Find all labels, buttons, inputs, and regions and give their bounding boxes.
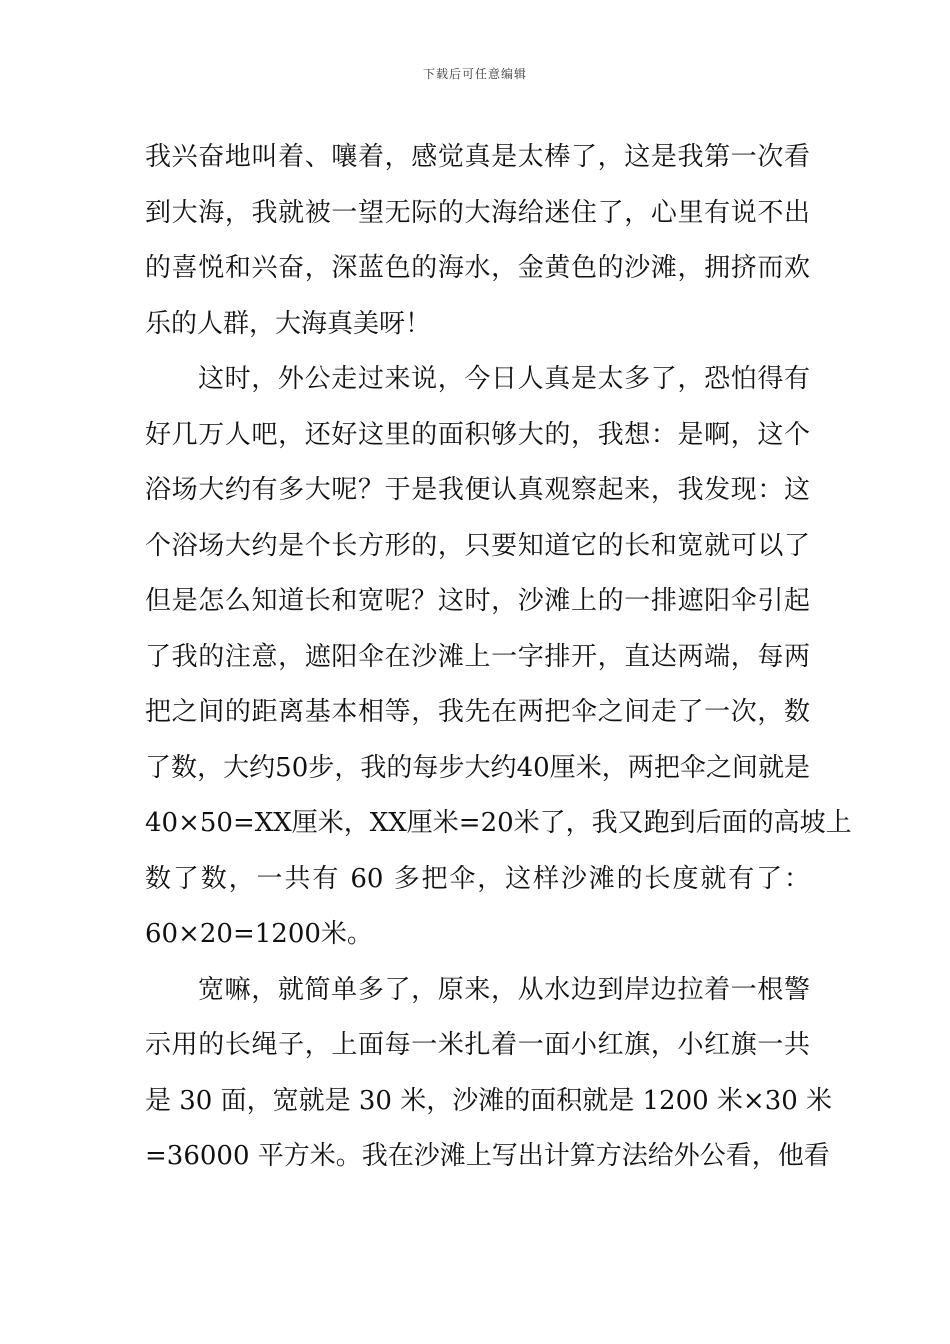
text-line: 浴场大约有多大呢？于是我便认真观察起来，我发现：这: [145, 475, 810, 505]
text-line: =36000 平方米。我在沙滩上写出计算方法给外公看，他看: [145, 1141, 830, 1171]
text-line: 60×20=1200米。: [145, 919, 373, 949]
text-line: 我兴奋地叫着、嚷着，感觉真是太棒了，这是我第一次看: [145, 142, 810, 172]
text-line: 示用的长绳子，上面每一米扎着一面小红旗，小红旗一共: [145, 1030, 810, 1060]
text-line: 到大海，我就被一望无际的大海给迷住了，心里有说不出: [145, 197, 810, 228]
document-body: [145, 130, 852, 1185]
text-line: 好几万人吧，还好这里的面积够大的，我想：是啊，这个: [145, 419, 810, 450]
text-line: 是 30 面，宽就是 30 米，沙滩的面积就是 1200 米×30 米: [145, 1085, 833, 1116]
text-line: 把之间的距离基本相等，我先在两把伞之间走了一次，数: [145, 697, 810, 727]
paragraph-start-line: 这时，外公走过来说，今日人真是太多了，恐怕得有: [198, 364, 810, 394]
text-line: 的喜悦和兴奋，深蓝色的海水，金黄色的沙滩，拥挤而欢: [145, 253, 810, 283]
text-line: 了我的注意，遮阳伞在沙滩上一字排开，直达两端，每两: [145, 641, 810, 672]
page-header: 下载后可任意编辑: [422, 67, 527, 81]
paragraph-start-line: 宽嘛，就简单多了，原来，从水边到岸边拉着一根警: [198, 974, 810, 1005]
text-line: 但是怎么知道长和宽呢？这时，沙滩上的一排遮阳伞引起: [145, 586, 810, 616]
text-line: 40×50=XX厘米，XX厘米=20米了，我又跑到后面的高坡上: [145, 808, 852, 838]
text-line: 数了数，一共有 60 多把伞，这样沙滩的长度就有了：: [145, 863, 810, 894]
text-line: 个浴场大约是个长方形的，只要知道它的长和宽就可以了: [145, 530, 810, 561]
text-line: 了数，大约50步，我的每步大约40厘米，两把伞之间就是: [145, 752, 810, 783]
text-line: 乐的人群，大海真美呀！: [145, 308, 432, 339]
